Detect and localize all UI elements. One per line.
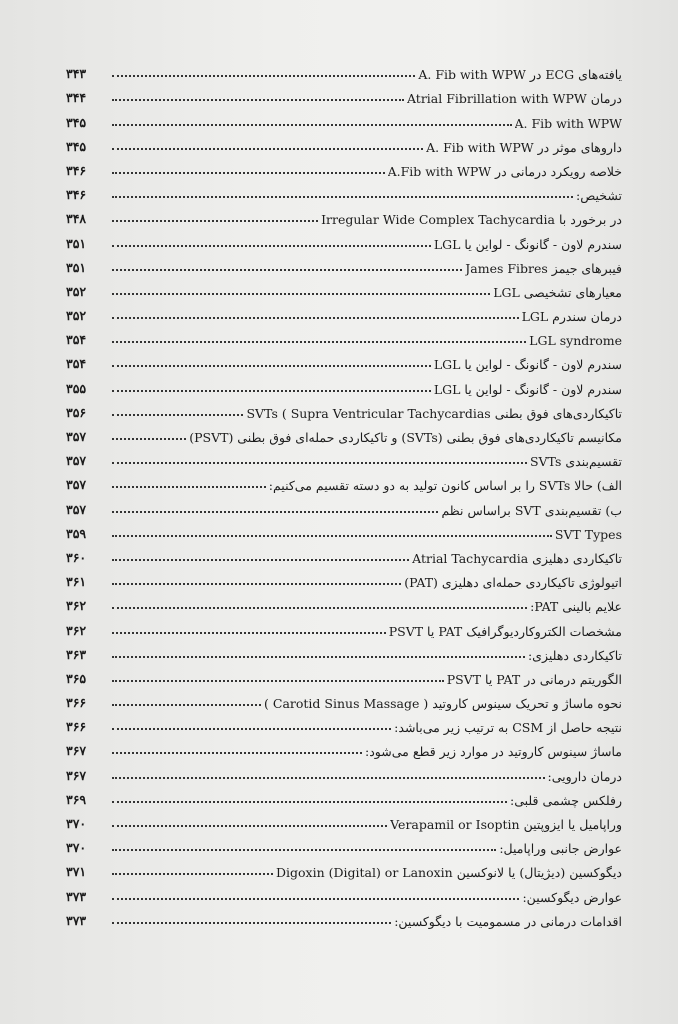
toc-page-number: ۳۶۷ [66, 767, 87, 783]
toc-entry [66, 300, 622, 324]
toc-entry [66, 542, 622, 566]
toc-entry [66, 880, 622, 904]
toc-leader-dots [112, 291, 490, 295]
toc-page-number: ۳۷۰ [66, 840, 87, 856]
toc-entry [66, 735, 622, 759]
toc-title: دیگوکسین (دیژیتال) یا لانوکسین Digoxin (Digital) or Lanoxin [275, 865, 622, 881]
toc-entry [66, 82, 622, 106]
toc-page-number: ۳۴۵ [66, 114, 87, 130]
toc-leader-dots [112, 363, 431, 367]
toc-leader-dots [112, 920, 391, 924]
toc-title: نحوه ماساژ و تحریک سینوس کاروتید ( Carotid Sinus Massage ) [264, 696, 622, 712]
toc-entry [66, 759, 622, 783]
toc-page-number: ۳۶۹ [66, 791, 87, 807]
toc-entry [66, 324, 622, 348]
toc-page-number: ۳۶۱ [66, 574, 87, 590]
toc-entry [66, 445, 622, 469]
toc-page-number: ۳۷۰ [66, 816, 87, 831]
toc-page-number: ۳۵۲ [66, 283, 87, 299]
toc-entry [66, 566, 622, 590]
toc-page-number: ۳۵۱ [66, 235, 87, 251]
toc-page-number: ۳۵۴ [66, 332, 87, 348]
toc-page-number: ۳۶۲ [66, 622, 87, 638]
toc-leader-dots [112, 871, 273, 875]
toc-entry [66, 639, 622, 663]
toc-title: فیبرهای جیمز James Fibres [465, 260, 622, 276]
toc-leader-dots [112, 146, 423, 150]
toc-entry [66, 687, 622, 711]
toc-entry [66, 203, 622, 227]
toc-title: رفلکس چشمی قلبی: [510, 792, 622, 808]
toc-page-number: ۳۴۶ [66, 162, 87, 178]
toc-title: داروهای موثر در A. Fib with WPW [426, 139, 622, 155]
toc-title: عوارض دیگوکسین: [522, 889, 622, 905]
toc-entry [66, 372, 622, 396]
toc-title: وراپامیل یا ایزوپتین Verapamil or Isoptin [390, 817, 622, 832]
toc-page-number: ۳۵۶ [66, 404, 87, 420]
toc-page-number: ۳۶۷ [66, 743, 87, 759]
toc-page-number: ۳۵۲ [66, 308, 87, 324]
toc-leader-dots [112, 339, 526, 343]
toc-leader-dots [112, 412, 243, 416]
toc-page-number: ۳۶۵ [66, 670, 87, 686]
toc-page-number: ۳۴۶ [66, 187, 87, 203]
toc-title: سندرم لاون - گانونگ - لواین یا LGL [433, 357, 622, 373]
toc-page-number: ۳۴۵ [66, 138, 87, 154]
toc-title: یافته‌های ECG در A. Fib with WPW [418, 67, 622, 83]
toc-entry [66, 493, 622, 517]
toc-title: در برخورد با Irregular Wide Complex Tachycardia [321, 212, 622, 228]
toc-leader-dots [112, 388, 431, 392]
toc-title: نتیجه حاصل از CSM به ترتیب زیر می‌باشد: [394, 720, 622, 736]
toc-leader-dots [112, 799, 507, 803]
toc-title: ب) تقسیم‌بندی SVT براساس نظم [441, 502, 622, 518]
toc-title: سندرم لاون - گانونگ - لواین یا LGL [433, 236, 622, 252]
toc-entry [66, 421, 622, 445]
toc-page-number: ۳۴۴ [66, 90, 87, 106]
toc-leader-dots [112, 702, 261, 706]
toc-leader-dots [112, 315, 519, 319]
toc-entry [66, 663, 622, 687]
toc-title: تاکیکاردی دهلیزی Atrial Tachycardia [412, 550, 622, 566]
toc-page-number: ۳۴۸ [66, 211, 87, 227]
toc-leader-dots [112, 97, 404, 101]
toc-leader-dots [112, 678, 444, 682]
toc-title: خلاصه رویکرد درمانی در A.Fib with WPW [387, 163, 622, 179]
toc-entry [66, 832, 622, 856]
toc-entry [66, 808, 622, 832]
toc-page-number: ۳۵۷ [66, 429, 87, 444]
toc-entry [66, 106, 622, 130]
toc-entry [66, 590, 622, 614]
toc-leader-dots [112, 122, 512, 126]
toc-page-number: ۳۶۳ [66, 646, 87, 662]
toc-leader-dots [112, 775, 545, 779]
toc-page-number: ۳۵۱ [66, 259, 87, 275]
toc-leader-dots [112, 726, 391, 730]
toc-title: معیارهای تشخیصی LGL [493, 284, 622, 300]
toc-title: A. Fib with WPW [514, 115, 622, 131]
toc-leader-dots [112, 267, 462, 271]
toc-leader-dots [112, 73, 415, 77]
toc-title: الگوریتم درمانی در PAT یا PSVT [446, 671, 622, 687]
toc-title: درمان دارویی: [547, 768, 622, 784]
toc-title: LGL syndrome [529, 333, 622, 349]
toc-entry [66, 252, 622, 276]
toc-entry [66, 131, 622, 155]
toc-page-number: ۳۵۹ [66, 525, 87, 541]
toc-page-number: ۳۷۱ [66, 864, 87, 880]
toc-title: سندرم لاون - گانونگ - لواین یا LGL [433, 381, 622, 397]
toc-page-number: ۳۶۶ [66, 719, 87, 735]
toc-leader-dots [112, 194, 573, 198]
toc-entry [66, 711, 622, 735]
toc-leader-dots [112, 557, 409, 561]
toc-title: اتیولوژی تاکیکاردی حمله‌ای دهلیزی (PAT) [404, 575, 622, 591]
toc-title: تاکیکاردی دهلیزی: [527, 647, 622, 663]
toc-page-number: ۳۵۷ [66, 477, 87, 493]
toc-title: تقسیم‌بندی SVTs [529, 454, 622, 470]
toc-title: SVT Types [554, 526, 622, 542]
toc-leader-dots [112, 847, 496, 851]
toc-title: مشخصات الکتروکاردیوگرافیک PAT یا PSVT [388, 623, 622, 639]
toc-entry [66, 179, 622, 203]
toc-title: تاکیکاردی‌های فوق بطنی SVTs ( Supra Ventricular Tachycardias [246, 405, 622, 421]
toc-entry [66, 518, 622, 542]
toc-page-number: ۳۶۶ [66, 695, 87, 711]
toc-page-number: ۳۶۰ [66, 549, 87, 565]
toc-entry [66, 905, 622, 929]
toc-page-number: ۳۷۳ [66, 912, 87, 928]
toc-leader-dots [112, 605, 527, 609]
toc-entry [66, 155, 622, 179]
toc-entry [66, 469, 622, 493]
toc-page-number: ۳۶۲ [66, 598, 87, 614]
toc-leader-dots [112, 460, 527, 464]
toc-leader-dots [112, 654, 525, 658]
toc-entry [66, 784, 622, 808]
toc-leader-dots [112, 218, 318, 222]
toc-title: درمان سندرم LGL [521, 309, 622, 325]
toc-title: اقدامات درمانی در مسمومیت با دیگوکسین: [394, 913, 622, 929]
toc-leader-dots [112, 581, 401, 585]
toc-page-number: ۳۵۴ [66, 356, 87, 372]
toc-title: درمان Atrial Fibrillation with WPW [406, 91, 622, 107]
toc-entry [66, 227, 622, 251]
toc-title: الف) حالا SVTs را بر اساس کانون تولید به دو دسته تقسیم می‌کنیم: [268, 478, 622, 494]
toc-title: ماساژ سینوس کاروتید در موارد زیر قطع می‌شود: [365, 744, 622, 760]
toc-page-number: ۳۵۵ [66, 380, 87, 396]
toc-leader-dots [112, 509, 438, 513]
toc-entry [66, 397, 622, 421]
toc-page-number: ۳۴۳ [66, 66, 87, 82]
toc-entry [66, 276, 622, 300]
toc-entry [66, 614, 622, 638]
toc-leader-dots [112, 896, 519, 900]
toc-leader-dots [112, 823, 387, 827]
toc-leader-dots [112, 170, 385, 174]
toc-leader-dots [112, 630, 386, 634]
table-of-contents [66, 58, 622, 929]
toc-entry [66, 348, 622, 372]
toc-leader-dots [112, 533, 552, 537]
toc-title: تشخیص: [576, 188, 622, 204]
toc-leader-dots [112, 484, 266, 488]
toc-title: عوارض جانبی وراپامیل: [499, 841, 622, 857]
toc-title: مکانیسم تاکیکاردی‌های فوق بطنی (SVTs) و تاکیکاردی حمله‌ای فوق بطنی (PSVT) [189, 430, 622, 445]
toc-leader-dots [112, 436, 186, 440]
toc-page-number: ۳۵۷ [66, 501, 87, 517]
toc-entry [66, 856, 622, 880]
toc-title: علایم بالینی PAT: [530, 599, 622, 615]
toc-leader-dots [112, 243, 431, 247]
toc-entry [66, 58, 622, 82]
toc-page-number: ۳۷۳ [66, 888, 87, 904]
toc-page-number: ۳۵۷ [66, 453, 87, 469]
toc-leader-dots [112, 750, 362, 754]
